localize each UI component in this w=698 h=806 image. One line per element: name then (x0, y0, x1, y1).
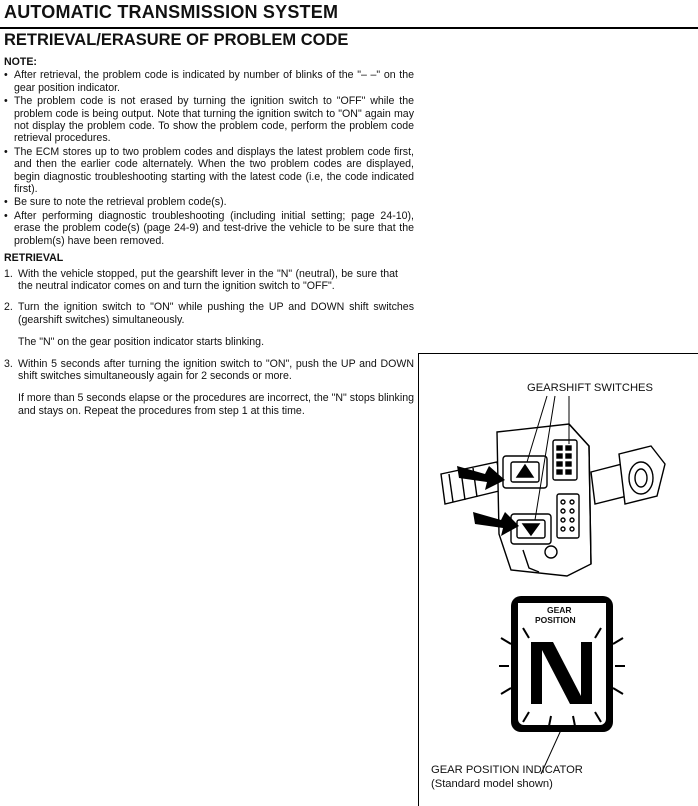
step-text: With the vehicle stopped, put the gearshift lever in the "N" (neutral), be sure that the neutral indicator comes on and turn the ignition switch to "OFF". (18, 267, 398, 292)
document-body (4, 56, 414, 426)
retrieval-label: RETRIEVAL (4, 252, 64, 265)
step-number: 2. (4, 301, 13, 314)
retrieval-step (4, 301, 414, 348)
step-note: The "N" on the gear position indicator starts blinking. (18, 336, 265, 349)
switch-housing-illustration (441, 424, 665, 576)
note-item: • The problem code is not erased by turning the ignition switch to "OFF" while the problem code is being output. Note that turning the ignition switch to "ON" again may not display the problem code. To show the problem code, perform the problem code retrieval procedures. (4, 95, 414, 145)
note-item: • The ECM stores up to two problem codes and displays the latest problem code first, and then the earlier code alternately. When the two problem codes are displayed, begin diagnostic troubleshooting starting with the latest code (i.e, the code indicated first). (4, 146, 414, 196)
step-number: 3. (4, 357, 13, 370)
retrieval-step (4, 358, 414, 418)
note-list (4, 69, 414, 247)
indicator-gear-text: GEAR (547, 605, 572, 615)
indicator-position-text: POSITION (535, 615, 576, 625)
note-item: • After performing diagnostic troubleshooting (including initial setting; page 24-10), erase the problem code(s) (page 24-9) and test-drive the vehicle to be sure that the problem(s) have been removed. (4, 210, 414, 247)
note-label: NOTE: (4, 56, 37, 68)
figure-panel (418, 353, 698, 806)
step-text: Turn the ignition switch to "ON" while pushing the UP and DOWN shift switches (gearshift switches) simultaneously. (18, 301, 414, 326)
figure-illustration (419, 354, 698, 806)
step-note: If more than 5 seconds elapse or the procedures are incorrect, the "N" stops blinking and stays on. Repeat the procedures from step 1 at this time. (18, 392, 414, 417)
step-text: Within 5 seconds after turning the ignition switch to "ON", push the UP and DOWN shift switches simultaneously again for 2 seconds or more. (18, 357, 414, 382)
retrieval-steps (4, 268, 414, 418)
section-title: RETRIEVAL/ERASURE OF PROBLEM CODE (4, 31, 349, 49)
page-header-title: AUTOMATIC TRANSMISSION SYSTEM (4, 2, 339, 22)
gearshift-switches-label: GEARSHIFT SWITCHES (527, 382, 653, 394)
standard-model-note: (Standard model shown) (431, 778, 553, 790)
note-item: • Be sure to note the retrieval problem code(s). (4, 196, 414, 208)
header-rule (0, 27, 698, 29)
retrieval-step (4, 268, 414, 293)
step-number: 1. (4, 267, 13, 280)
note-item: • After retrieval, the problem code is indicated by number of blinks of the "– –" on the gear position indicator. (4, 69, 414, 94)
gear-position-indicator-label: GEAR POSITION INDICATOR (431, 764, 583, 776)
